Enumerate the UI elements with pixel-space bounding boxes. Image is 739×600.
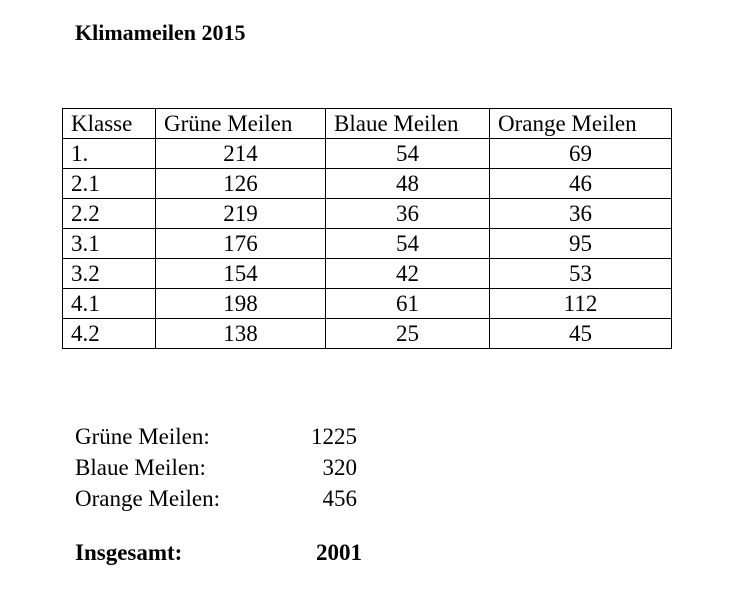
- cell-class: 3.2: [63, 259, 156, 289]
- cell-orange-miles: 36: [490, 199, 672, 229]
- cell-green-miles: 154: [156, 259, 326, 289]
- cell-blue-miles: 54: [326, 139, 490, 169]
- grand-total-value: 2001: [316, 540, 362, 565]
- table-row: [63, 139, 672, 169]
- cell-blue-miles: 25: [326, 319, 490, 349]
- table-row: [63, 229, 672, 259]
- header-class: Klasse: [63, 109, 156, 139]
- table-header-row: [63, 109, 672, 139]
- cell-class: 3.1: [63, 229, 156, 259]
- header-green-miles: Grüne Meilen: [156, 109, 326, 139]
- table-row: [63, 319, 672, 349]
- cell-orange-miles: 112: [490, 289, 672, 319]
- header-orange-miles: Orange Meilen: [490, 109, 672, 139]
- cell-orange-miles: 95: [490, 229, 672, 259]
- cell-orange-miles: 46: [490, 169, 672, 199]
- totals-summary: [75, 421, 357, 514]
- cell-orange-miles: 45: [490, 319, 672, 349]
- table-row: [63, 199, 672, 229]
- total-blue-miles-row: [75, 452, 357, 483]
- climate-miles-table: [62, 108, 672, 349]
- cell-green-miles: 138: [156, 319, 326, 349]
- total-label: Blaue Meilen:: [75, 455, 206, 480]
- document-title: Klimameilen 2015: [75, 20, 246, 45]
- cell-blue-miles: 54: [326, 229, 490, 259]
- cell-green-miles: 176: [156, 229, 326, 259]
- cell-class: 2.1: [63, 169, 156, 199]
- cell-class: 1.: [63, 139, 156, 169]
- cell-orange-miles: 53: [490, 259, 672, 289]
- total-green-miles-row: [75, 421, 357, 452]
- cell-green-miles: 198: [156, 289, 326, 319]
- cell-class: 4.1: [63, 289, 156, 319]
- cell-orange-miles: 69: [490, 139, 672, 169]
- cell-blue-miles: 61: [326, 289, 490, 319]
- cell-green-miles: 214: [156, 139, 326, 169]
- cell-blue-miles: 36: [326, 199, 490, 229]
- table-row: [63, 289, 672, 319]
- cell-class: 2.2: [63, 199, 156, 229]
- total-label: Orange Meilen:: [75, 486, 220, 511]
- grand-total-label: Insgesamt:: [75, 540, 183, 565]
- cell-blue-miles: 48: [326, 169, 490, 199]
- grand-total-row: [75, 538, 362, 568]
- table-row: [63, 169, 672, 199]
- total-label: Grüne Meilen:: [75, 424, 210, 449]
- cell-blue-miles: 42: [326, 259, 490, 289]
- total-value: 320: [322, 455, 357, 480]
- cell-green-miles: 126: [156, 169, 326, 199]
- total-orange-miles-row: [75, 483, 357, 514]
- cell-green-miles: 219: [156, 199, 326, 229]
- header-blue-miles: Blaue Meilen: [326, 109, 490, 139]
- cell-class: 4.2: [63, 319, 156, 349]
- total-value: 456: [322, 486, 357, 511]
- table-row: [63, 259, 672, 289]
- total-value: 1225: [311, 424, 357, 449]
